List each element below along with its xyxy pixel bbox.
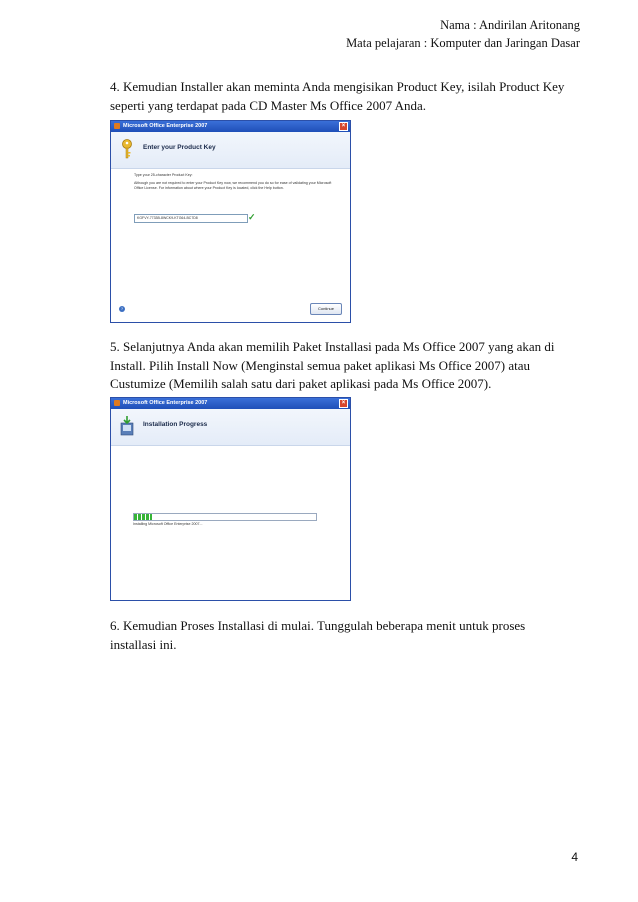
window-titlebar [111, 121, 350, 132]
course-name: Mata pelajaran : Komputer dan Jaringan Dasar [346, 36, 580, 50]
progress-fill [134, 514, 152, 520]
office-app-icon [114, 123, 120, 129]
dialog-banner [111, 409, 350, 446]
dialog-heading: Installation Progress [143, 421, 208, 428]
window-titlebar [111, 398, 350, 409]
office-app-icon [114, 400, 120, 406]
key-note: Although you are not required to enter your Product Key now, we recommend you do so for ease of validating your Microsoft Office License. For information about where your Product Key is located, click the Help button. [134, 181, 332, 190]
installer-icon [119, 415, 135, 437]
author-name: Nama : Andirilan Aritonang [440, 18, 580, 32]
key-icon [121, 139, 133, 159]
step-4-paragraph: 4. Kemudian Installer akan meminta Anda mengisikan Product Key, isilah Product Key seperti yang terdapat pada CD Master Ms Office 2007 Anda. [110, 79, 565, 113]
install-status-text: Installing Microsoft Office Enterprise 2007... [133, 522, 203, 526]
close-icon[interactable]: × [339, 399, 348, 408]
window-title: Microsoft Office Enterprise 2007 [123, 400, 208, 406]
install-progress-bar [133, 513, 317, 521]
step-5-paragraph: 5. Selanjutnya Anda akan memilih Paket Installasi pada Ms Office 2007 yang akan di Install. Pilih Install Now (Menginstal semua paket aplikasi Ms Office 2007) atau Custumize (Memilih salah satu dari paket aplikasi pada Ms Office 2007). [110, 339, 555, 391]
check-icon: ✓ [248, 212, 256, 222]
continue-button[interactable]: Continue [310, 303, 342, 315]
product-key-screenshot [110, 120, 351, 323]
window-title: Microsoft Office Enterprise 2007 [123, 123, 208, 129]
help-icon[interactable]: ? [120, 306, 124, 311]
installation-progress-screenshot [110, 397, 351, 601]
close-icon[interactable]: × [339, 122, 348, 131]
dialog-banner [111, 132, 350, 169]
dialog-heading: Enter your Product Key [143, 144, 216, 151]
product-key-input[interactable]: KGFVY-7733B-8WCK9-KTG64-BC7D8 [134, 214, 248, 223]
key-instruction: Type your 25-character Product Key: [134, 173, 193, 177]
step-6-paragraph: 6. Kemudian Proses Installasi di mulai. Tunggulah beberapa menit untuk proses installasi ini. [110, 618, 526, 652]
page-number: 4 [571, 850, 578, 864]
